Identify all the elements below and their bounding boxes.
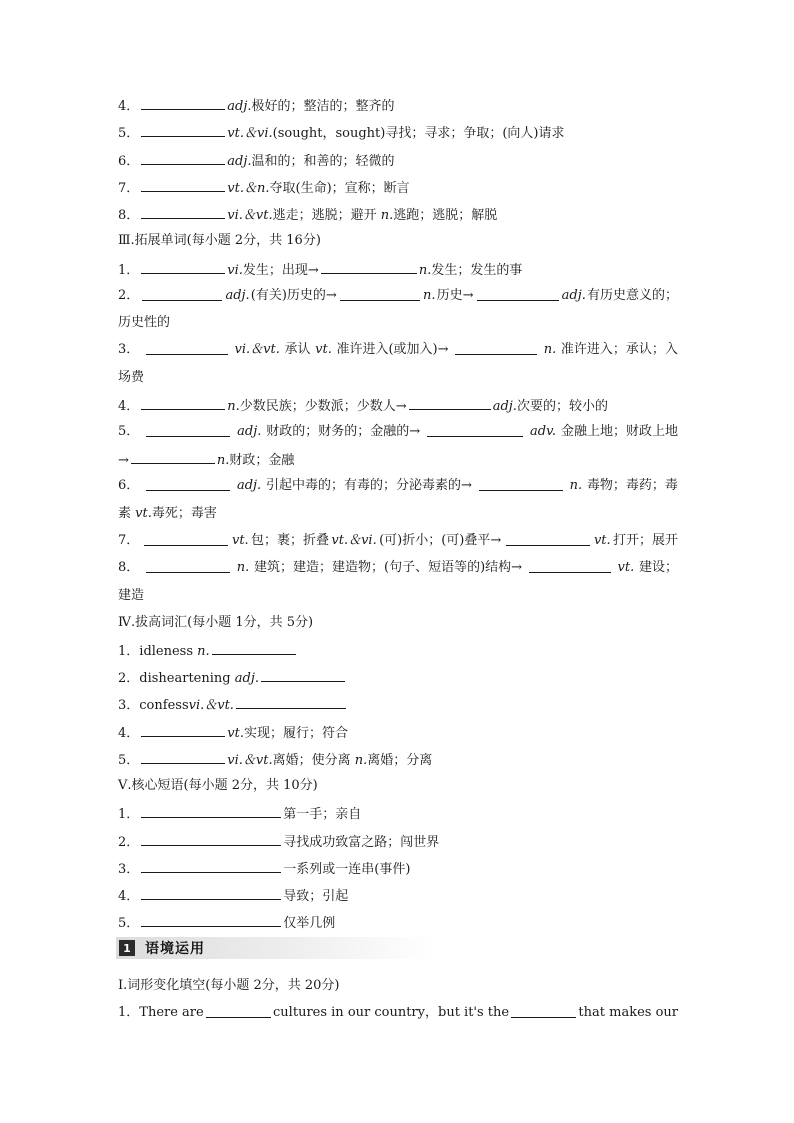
answer-blank[interactable] [477,287,559,301]
answer-blank[interactable] [141,804,281,818]
expand-item-2: 2． adj. (有关)历史的→ n. 历史→ adj. 有历史意义的； [118,288,678,303]
answer-blank[interactable] [141,832,281,846]
answer-blank[interactable] [427,423,523,437]
answer-blank[interactable] [141,859,281,873]
section-heading: Ⅲ.拓展单词(每小题 2分，共 16分) [118,233,321,248]
expand-item-6: 6． adj. 引起中毒的；有毒的；分泌毒素的→ n. 毒物；毒药；毒 [118,478,678,493]
answer-blank[interactable] [146,423,230,437]
vocab-item-7: 7． vt.＆n.夺取(生命)；宣称；断言 [118,178,678,198]
expand-item-8: 8． n. 建筑；建造；建造物；(句子、短语等的)结构→ vt. 建设； [118,560,678,575]
answer-blank[interactable] [141,260,225,274]
answer-blank[interactable] [236,695,346,709]
answer-blank[interactable] [146,559,230,573]
answer-blank[interactable] [212,641,296,655]
phrase-item-5: 5． 仅举几例 [118,913,678,933]
expand-item-5: 5． adj. 财政的；财务的；金融的→ adv. 金融上地；财政上地 [118,424,678,439]
answer-blank[interactable] [321,260,417,274]
answer-blank[interactable] [142,287,222,301]
answer-blank[interactable] [455,341,537,355]
context-section-header [116,937,436,959]
vocab-item-8: 8． vi.＆vt.逃走；逃脱；避开 n.逃跑；逃脱；解脱 [118,205,678,225]
answer-blank[interactable] [141,723,225,737]
context-section-title: 语境运用 [145,941,205,957]
section-heading: Ⅳ.拔高词汇(每小题 1分，共 5分) [118,615,314,630]
section-heading: Ⅴ.核心短语(每小题 2分，共 10分) [118,778,318,793]
answer-blank[interactable] [141,178,225,192]
section-heading: Ⅰ.词形变化填空(每小题 2分，共 20分) [118,978,340,993]
answer-blank[interactable] [340,287,420,301]
vocab-item-5: 5． vt.＆vi.(sought，sought)寻找；寻求；争取；(向人)请求 [118,123,678,143]
answer-blank[interactable] [409,396,491,410]
answer-blank[interactable] [141,123,225,137]
answer-blank[interactable] [146,477,230,491]
vocab-item-4: 4． adj.极好的；整洁的；整齐的 [118,96,678,116]
answer-blank[interactable] [141,750,225,764]
answer-blank[interactable] [141,886,281,900]
answer-blank[interactable] [141,96,225,110]
vocab-item-6: 6． adj.温和的；和善的；轻微的 [118,151,678,171]
advanced-item-3: 3．confessvi.＆vt. [118,695,678,715]
expand-item-8-cont: 建造 [118,588,145,603]
answer-blank[interactable] [146,341,228,355]
advanced-item-4: 4． vt.实现；履行；符合 [118,723,678,743]
answer-blank[interactable] [479,477,563,491]
exercise-item-1: 1． There are cultures in our country，but it's the that makes our [118,1005,678,1020]
answer-blank[interactable] [131,450,215,464]
answer-blank[interactable] [261,668,345,682]
phrase-item-1: 1． 第一手；亲自 [118,804,678,824]
expand-item-4: 4． n.少数民族；少数派；少数人→ adj.次要的；较小的 [118,396,678,416]
expand-item-6-cont: 素 vt.毒死；毒害 [118,506,217,521]
phrase-item-3: 3． 一系列或一连串(事件) [118,859,678,879]
answer-blank[interactable] [511,1004,576,1018]
answer-blank[interactable] [506,532,590,546]
phrase-item-4: 4． 导致；引起 [118,886,678,906]
expand-item-3-cont: 场费 [118,370,145,385]
answer-blank[interactable] [141,913,281,927]
phrase-item-2: 2． 寻找成功致富之路；闯世界 [118,832,678,852]
advanced-item-5: 5． vi.＆vt.离婚；使分离 n.离婚；分离 [118,750,678,770]
answer-blank[interactable] [144,532,228,546]
expand-item-3: 3． vi.＆vt. 承认 vt. 准许进入(或加入)→ n. 准许进入；承认；入 [118,342,678,357]
section-number-icon: 1 [119,940,135,956]
answer-blank[interactable] [529,559,611,573]
advanced-item-1: 1．idleness n. [118,641,678,661]
expand-item-5-cont: → n.财政；金融 [118,450,678,470]
answer-blank[interactable] [141,151,225,165]
expand-item-2-cont: 历史性的 [118,315,171,330]
answer-blank[interactable] [141,396,225,410]
answer-blank[interactable] [141,205,225,219]
answer-blank[interactable] [206,1004,271,1018]
advanced-item-2: 2．disheartening adj. [118,668,678,688]
expand-item-1: 1． vi.发生；出现→ n.发生；发生的事 [118,260,678,280]
expand-item-7: 7． vt. 包；裹；折叠 vt.＆vi. (可)折小；(可)叠平→ vt. 打开；展开 [118,533,678,548]
